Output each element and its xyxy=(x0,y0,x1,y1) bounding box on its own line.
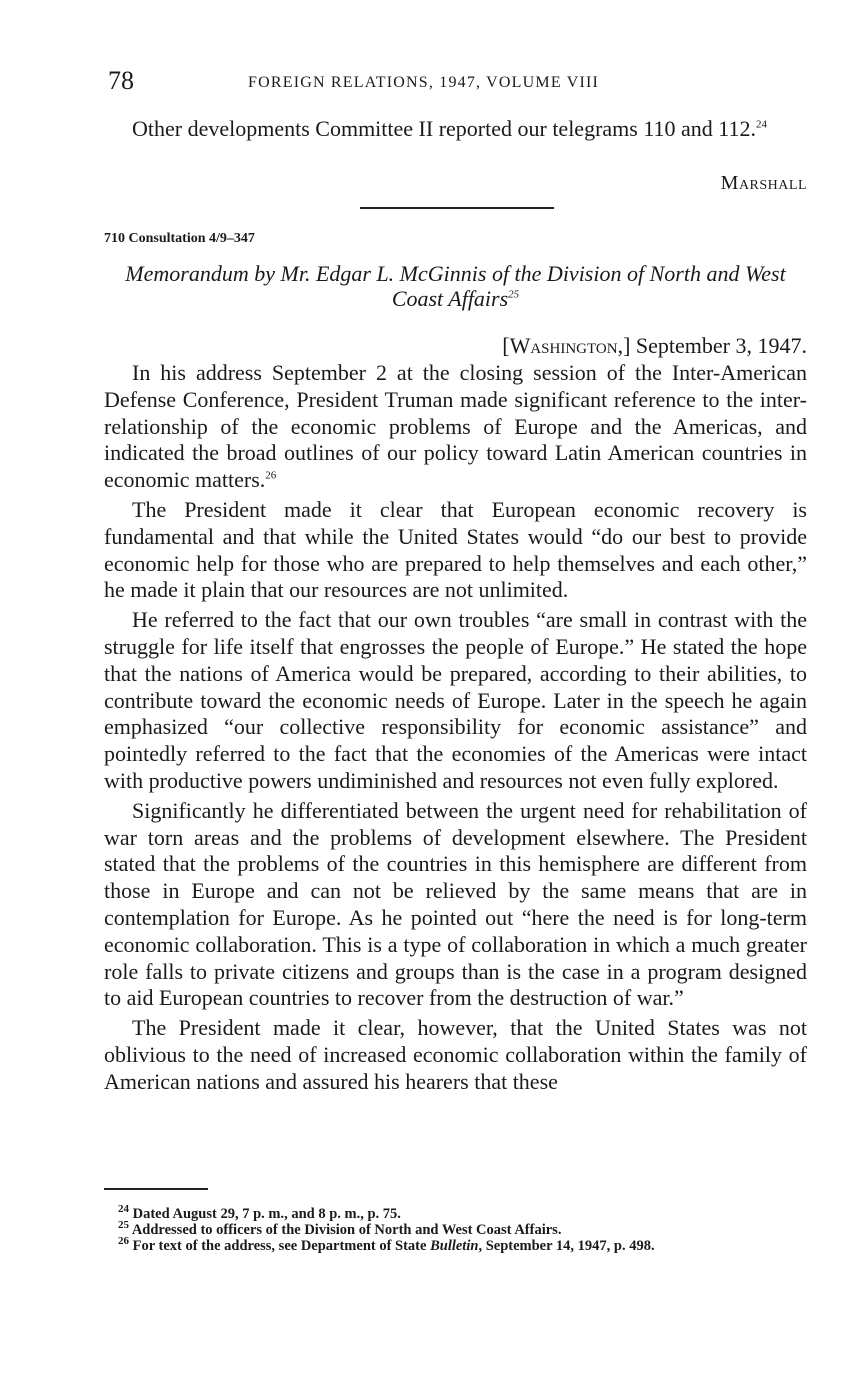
section-divider xyxy=(360,207,554,209)
dateline-date: September 3, 1947. xyxy=(635,333,807,358)
dateline xyxy=(104,333,807,359)
bulletin-title: Bulletin xyxy=(430,1238,479,1254)
running-title: FOREIGN RELATIONS, 1947, VOLUME VIII xyxy=(248,74,600,91)
footnote-divider xyxy=(104,1188,208,1190)
footnotes xyxy=(104,1203,807,1254)
memo-body xyxy=(104,360,807,1099)
intro-paragraph xyxy=(104,116,807,143)
body-paragraph: In his address September 2 at the closing session of the Inter-American Defense Conference, President Truman made significant reference to the inter-relationship of the economic problems of Europe and the Americas, and indicated the broad outlines of our policy toward Latin American countries in economic matters.$^{26}$ xyxy=(104,360,807,493)
footnote-25: $^{25}$ Addressed to officers of the Division of North and West Coast Affairs. xyxy=(118,1219,562,1238)
memo-title xyxy=(104,261,807,311)
footnote-24: $^{24}$ Dated August 29, 7 p. m., and 8 p. m., p. 75. xyxy=(118,1203,401,1222)
body-paragraph: The President made it clear that European economic recovery is fundamental and that while the United States would “do our best to provide economic help for those who are prepared to help themselves and each other,” he made it plain that our resources are not unlimited. xyxy=(104,496,807,603)
footnote-ref-24: 24 xyxy=(755,118,767,131)
memo-title-text: Memorandum by Mr. Edgar L. McGinnis of the Division of North and West Coast Affairs xyxy=(125,261,786,311)
signature: Marshall xyxy=(720,172,807,194)
footnote-ref-26: 26 xyxy=(265,469,277,482)
body-paragraph: He referred to the fact that our own troubles “are small in contrast with the struggle for life itself that engrosses the people of Europe.” He stated the hope that the nations of America would be prepared, according to their abilities, to contribute toward the economic needs of Europe. Later in the speech he again emphasized “our collective responsibility for economic assistance” and pointedly referred to the fact that the economies of the Americas were intact with productive powers undiminished and resources not even fully explored. xyxy=(104,607,807,793)
file-reference: 710 Consultation 4/9–347 xyxy=(104,231,255,246)
dateline-place: [Washington,] xyxy=(502,333,631,358)
body-paragraph: Significantly he differentiated between the urgent need for rehabilitation of war torn areas and the problems of development elsewhere. The President stated that the problems of the countries in this hemisphere are different from those in Europe and can not be relieved by the same means that are in contemplation for Europe. As he pointed out “here the need is for long-term economic collaboration. This is a type of collaboration in which a much greater role falls to private citizens and groups than is the case in a program designed to aid European countries to recover from the destruction of war.” xyxy=(104,797,807,1011)
body-paragraph: The President made it clear, however, that the United States was not oblivious to the need of increased economic collaboration within the family of American nations and assured his hearers that these xyxy=(104,1015,807,1094)
page-number: 78 xyxy=(108,66,134,95)
page-header xyxy=(104,66,807,100)
intro-text: Other developments Committee II reported our telegrams 110 and 112. xyxy=(132,116,756,141)
footnote-26: $^{26}$ For text of the address, see Department of State Bulletin, September 14, 1947, p. 498. xyxy=(118,1235,655,1254)
footnote-ref-25: 25 xyxy=(508,288,520,301)
